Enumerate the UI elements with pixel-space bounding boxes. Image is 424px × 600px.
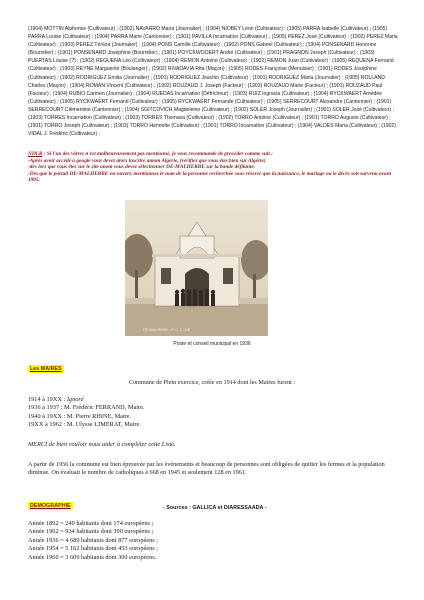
note-line-3: -dès lors que vous êtes sur le site anom vous devez sélectionner DE-MALHERBE sur la bande défilante. (28, 164, 256, 171)
town-hall-illustration (125, 200, 268, 336)
mayor-name: M. Frédéric FERRAND, Maire. (64, 404, 145, 412)
demographie-row: Année 1936 = 4 689 habitants dont 877 européens ; (28, 536, 158, 544)
town-hall-photo (125, 200, 268, 336)
mayor-row (28, 396, 144, 404)
mayor-row (28, 421, 144, 429)
note-label: NDLR (28, 151, 43, 157)
population-decline-text: A partir de 1956 la commune est bien éprouvée par les évènements et beaucoup de personnes sont obligées de quitter les fermes et la population diminue. On évaluait le nombre de catholiques à 668 en 1945 et seulement 128 en 1961. (28, 461, 385, 477)
mayor-name: M. Ulysse LIMERAT, Maire. (66, 420, 141, 428)
photo-caption: Poste et conseil municipal en 1936 (173, 341, 251, 347)
demographie-row: Année 1892 = 240 habitants dont 174 européens ; (28, 520, 154, 527)
mayor-name: Ignoré (66, 396, 84, 403)
mayor-row (28, 413, 144, 421)
ndlr-note (28, 151, 398, 184)
note-line-1-text: : Si l'un des vôtres n'est malheureusement pas mentionné, je vous recommande de procéder comme suit : (42, 151, 273, 157)
mayors-list (28, 396, 144, 429)
demographie-list (28, 520, 158, 562)
names-paragraph: (1904) MOTTIN Alphonse (Cultivateur) ; (1902) NAVARRO Maria (Journalier) ; (1904) NIOBEY Léon (Cultivateur) ; (1905) PARRA Isabelle (Cultivateur) ; (1905) PARRA Louise (Cultivateur) ; (1904) PARRA Marie (Cantonnier) ; (1901) PAVILLA Incarnation (Cultivateur) ; (1905) PEREZ José (Cultivateur) ; (1902) PEREZ Maria (Cultivateur) ; (1903) PEREZ Téréza (Journalier) ; (1904) PONS Camille (Cultivateur) ; (1902) PONS Gabriel (Cultivateur) ; (1904) PONSENARD Honorine (Bourrelier) ; (1901) PONSENARD Joséphine (Bourrelier) ; (1901) POYCKWOOERT André (Cultivateur) ; (1901) PRAGNON Joseph (Cultivateur) ; (1903) PUERTAS Louise (?) ; (1902) REGUENA Léo (Cultivateur) ; (1904) REMON Antoine (Cultivateur) ; (1902) REMON Juan (Cultivateur) ; (1905) REQUENA Fernand (Cultivateur) ; (1903) REYNE Marguerite (Boulanger) ; (1902) RIVADAVIA Rita (Maçon) ; (1905) RODES Françoise (Menuisier) ; (1901) RODES Joséphine (Cultivateur) ; (1902) RODRIGUEZ Emilia (Journalier) ; (1901) RODRIGUEZ Joachin (Cultivateur) ; (1901) RODRIGUEZ Maria (Journalier) ; (1905) ROLLAND Charles (Maçon) ; (1904) ROMAN Vincent (Cultivateur) ; (1902) ROUZAUD J. Joseph (Facteur) ; (1903) ROUZAUD Marie (Facteur) ; (1901) ROUZAUD Paul (Facteur) ; (1904) RUBIO Carmen (Journalier) ; (1904) RUEDAS Incarnation (Défricheur) ; (1903) RUIZ Ingracia (Cultivateur) ; (1904) RYCKWAERT Amédée (Cultivateur) ; (1905) RYCKWAERT Fernand (Cultivateur) ; (1905) RYCKWAERT Fernande (Cultivateur) ; (1905) SERRECOURT Alexandre (Cantonnier) ; (1901) SERRECOURT Clémentine (Cantonnier) ; (1904) SGITCOVICH Magdeleine (Cultivateur) ; (1902) SOLER Joseph (Journalier) ; (1901) SOLER José (Cultivateur) ; (1903) TORRES Incarnation (Cultivateur) ; (1903) TORRES Thomasa (Cultivateur) ; (1902) TORRO Antoine (Cultivateur) ; (1901) TORRO Auguste (Cultivateur) ; (1901) TORRO Joseph (Cultivateur) ; (1903) TORRO Henriette (Cultivateur) ; (1901) TORRO Incarnation (Cultivateur) ; (1904) VALDES Maria (Cultivateur) ; (1902) VIDAL J. Frédéric (Cultivateur) ; (28, 26, 398, 138)
help-request: MERCI de bien vouloir nous aider à compléter cette Liste. (28, 441, 176, 448)
mayor-row (28, 404, 144, 412)
mayor-period: 1936 à 1937 : (28, 404, 65, 412)
names-list (28, 25, 398, 138)
note-line-2: -Après avoir accédé à google vous devez alors inscrire amom Algérie, (vérifiez que vous êtes bien sur Algérie) (28, 157, 266, 164)
maires-heading: Les MAIRES (30, 366, 62, 372)
demographie-row: Année 1954 = 5 162 habitants dont 453 européens ; (28, 545, 158, 553)
note-line-4: -Dès que le portail DE-MALHERBE est ouvert, mentionnez le nom de la personne recherchée sous réserve que la naissance, le mariage ou le décès soit survenu avant 1905. (28, 170, 392, 184)
mayor-period: 19XX à 1962 : (28, 420, 67, 428)
demographie-heading: DEMOGRAPHIE (30, 503, 71, 509)
note-line-1 (28, 151, 398, 158)
demographie-row: Année 1902 = 934 habitants dont 390 européens ; (28, 528, 154, 536)
mayor-name: M. Pierre RHINE, Maire. (66, 412, 132, 420)
maires-intro: Commune de Plein exercice, créée en 1914 dont les Maires furent : (128, 379, 296, 386)
mayor-period: 1940 à 19XX : (28, 412, 67, 420)
photo-inscription: DE-MALHERBE - P. C. T. LNE (143, 328, 191, 332)
mayor-period: 1914 à 19XX : (28, 396, 67, 403)
demographie-sources: - Sources : GALLICA et DIARESSAADA - (163, 505, 267, 511)
demographie-row: Année 1960 = 3 609 habitants dont 300 européens. (28, 553, 157, 561)
